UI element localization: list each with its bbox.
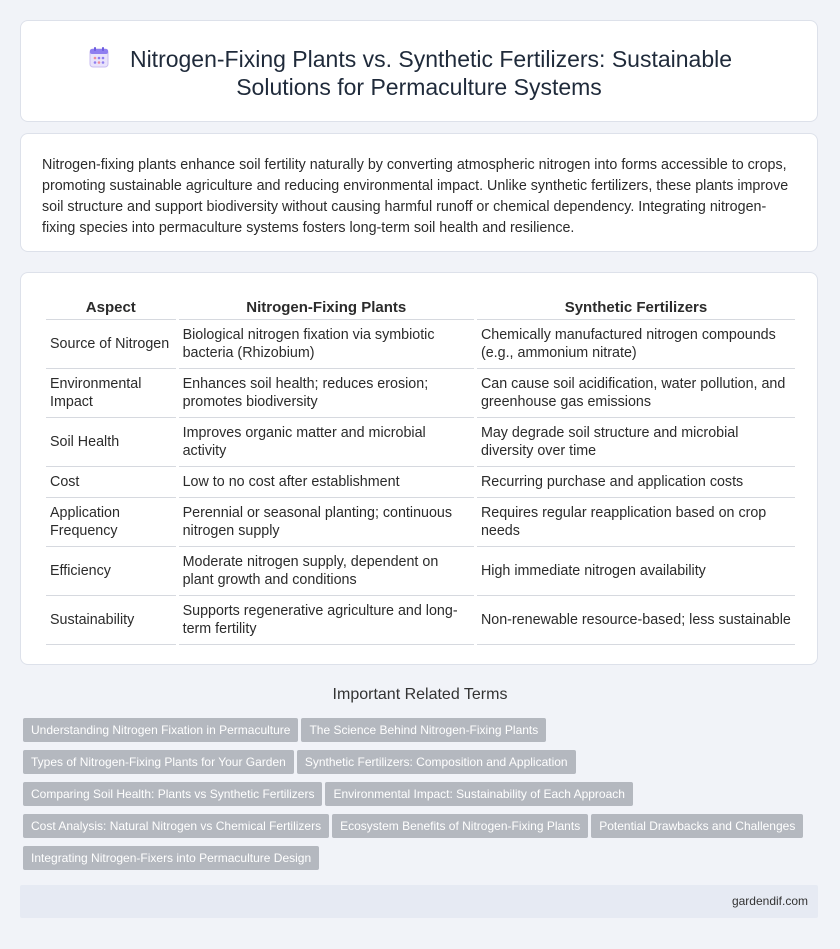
related-term-tag[interactable]: Potential Drawbacks and Challenges bbox=[591, 814, 803, 838]
row-synthetic: High immediate nitrogen availability bbox=[477, 547, 795, 596]
related-term-tag[interactable]: Types of Nitrogen-Fixing Plants for Your Garden bbox=[23, 750, 294, 774]
row-aspect: Sustainability bbox=[46, 596, 176, 645]
row-aspect: Cost bbox=[46, 467, 176, 498]
row-synthetic: Can cause soil acidification, water pollution, and greenhouse gas emissions bbox=[477, 369, 795, 418]
row-aspect: Soil Health bbox=[46, 418, 176, 467]
table-row bbox=[46, 498, 795, 547]
table-row bbox=[46, 369, 795, 418]
header-synthetic-fertilizers: Synthetic Fertilizers bbox=[477, 295, 795, 320]
related-term-tag[interactable]: Ecosystem Benefits of Nitrogen-Fixing Plants bbox=[332, 814, 588, 838]
page-title bbox=[21, 45, 817, 101]
table-row bbox=[46, 320, 795, 369]
page-title-line-1: Nitrogen-Fixing Plants vs. Synthetic Fertilizers: Sustainable bbox=[129, 46, 733, 72]
row-plants: Moderate nitrogen supply, dependent on plant growth and conditions bbox=[179, 547, 474, 596]
row-plants: Perennial or seasonal planting; continuous nitrogen supply bbox=[179, 498, 474, 547]
row-synthetic: Recurring purchase and application costs bbox=[477, 467, 795, 498]
table-row bbox=[46, 547, 795, 596]
table-row bbox=[46, 596, 795, 645]
row-plants: Supports regenerative agriculture and long-term fertility bbox=[179, 596, 474, 645]
row-aspect: Environmental Impact bbox=[46, 369, 176, 418]
row-aspect: Application Frequency bbox=[46, 498, 176, 547]
row-plants: Enhances soil health; reduces erosion; promotes biodiversity bbox=[179, 369, 474, 418]
related-term-tag[interactable]: Integrating Nitrogen-Fixers into Permaculture Design bbox=[23, 846, 319, 870]
header-aspect: Aspect bbox=[46, 295, 176, 320]
table-header-row bbox=[46, 295, 795, 320]
row-synthetic: Non-renewable resource-based; less sustainable bbox=[477, 596, 795, 645]
row-synthetic: May degrade soil structure and microbial diversity over time bbox=[477, 418, 795, 467]
related-term-tag[interactable]: Comparing Soil Health: Plants vs Synthetic Fertilizers bbox=[23, 782, 322, 806]
row-plants: Improves organic matter and microbial activity bbox=[179, 418, 474, 467]
comparison-card bbox=[20, 272, 818, 665]
row-plants: Low to no cost after establishment bbox=[179, 467, 474, 498]
page-title-line-2: Solutions for Permaculture Systems bbox=[236, 74, 602, 100]
row-plants: Biological nitrogen fixation via symbiotic bacteria (Rhizobium) bbox=[179, 320, 474, 369]
row-aspect: Efficiency bbox=[46, 547, 176, 596]
related-term-tag[interactable]: Cost Analysis: Natural Nitrogen vs Chemical Fertilizers bbox=[23, 814, 329, 838]
related-term-tag[interactable]: Understanding Nitrogen Fixation in Permaculture bbox=[23, 718, 298, 742]
related-term-tag[interactable]: The Science Behind Nitrogen-Fixing Plants bbox=[301, 718, 546, 742]
row-synthetic: Chemically manufactured nitrogen compounds (e.g., ammonium nitrate) bbox=[477, 320, 795, 369]
related-term-tag[interactable]: Environmental Impact: Sustainability of Each Approach bbox=[325, 782, 633, 806]
header-nitrogen-fixing-plants: Nitrogen-Fixing Plants bbox=[179, 295, 474, 320]
intro-paragraph: Nitrogen-fixing plants enhance soil fertility naturally by converting atmospheric nitrogen into forms accessible to crops, promoting sustainable agriculture and reducing environmental impact. Unlike synthetic fertilizers, these plants improve soil structure and support biodiversity without causing harmful runoff or chemical dependency. Integrating nitrogen-fixing species into permaculture systems fosters long-term soil health and resilience. bbox=[42, 157, 789, 236]
comparison-table bbox=[43, 295, 798, 645]
related-terms-heading: Important Related Terms bbox=[332, 686, 508, 703]
related-term-tag[interactable]: Synthetic Fertilizers: Composition and Application bbox=[297, 750, 576, 774]
intro-card bbox=[20, 133, 818, 252]
related-terms-list bbox=[23, 718, 823, 878]
row-synthetic: Requires regular reapplication based on crop needs bbox=[477, 498, 795, 547]
table-row bbox=[46, 467, 795, 498]
title-card bbox=[20, 20, 818, 122]
row-aspect: Source of Nitrogen bbox=[46, 320, 176, 369]
footer bbox=[20, 885, 818, 918]
table-row bbox=[46, 418, 795, 467]
footer-site-link[interactable]: gardendif.com bbox=[731, 894, 808, 908]
